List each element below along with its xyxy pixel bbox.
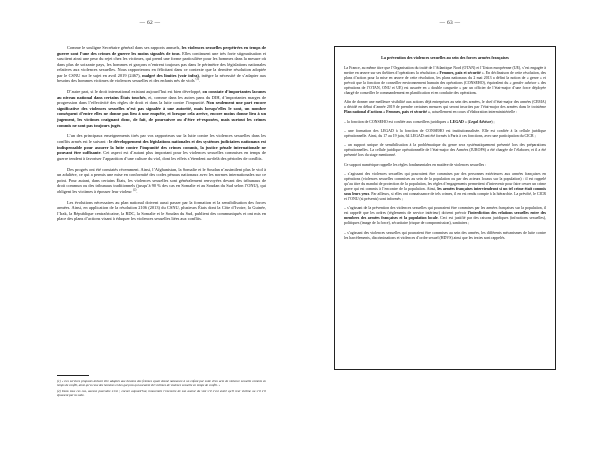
- box-paragraph: – s’agissant des violences sexuelles qui pourraient être commises au sein des armées, les différents mécanismes de lutte contre les harcèlements, discriminations et violences d’ordre sexuel (HDVS) ainsi que les textes sont rappelés.: [344, 230, 546, 240]
- box-paragraph: La France, au même titre que l’Organisation du traité de l’Atlantique Nord (OTAN) et l’Union européenne (UE), s’est engagée à mettre en œuvre sur ses théâtres d’opérations la résolution « Femmes, paix et sécurité ». En déclinaison de cette résolution, des plans d’action pour la mise en œuvre de cette résolution, les plans nationaux du 2 mai 2013 a défini la notion de « genre » et prévoit que la fonction de conseiller environnement humain des opérations (CONSEHO), équivalent du « gender advisor » des opérations de l’OTAN, ONU et UE) est assurée en « double casquette » par un officier de l’état-major d’une force déployée chargé de conseiller le commandement en planification et en conduite des opérations.: [344, 65, 547, 95]
- box-paragraph: Ce support numérique rappelle les règles fondamentales en matière de violences sexuelles :: [344, 162, 487, 167]
- box-paragraph: – la fonction de CONSEHO est confiée aux conseillers juridiques « LEGAD » (Legal Advisor) ;: [344, 119, 495, 124]
- right-page: [300, 0, 600, 449]
- footnotes: [57, 379, 266, 398]
- footnote: (1) « Les services proposés doivent être adaptés aux besoins des femmes ayant donné naissance à un enfant par suite d’un acte de violence sexuelle commis en temps de conflit, ainsi qu’à ceux des hommes et des garçons qui auraient été victimes de violence sexuelle en temps de conflit. »: [57, 379, 266, 388]
- body-paragraph: D’autre part, si le droit international existant aujourd’hui est bien développé, on constate d’importantes lacunes au niveau national dans certains États touchés, et, comme dans les autres pans du DIH, d’importantes marges de progression dans l’effectivité des règles de droit et dans la lutte contre l’impunité. Non seulement une part encore significative des violences sexuelles n’est pas signalée à une autorité, mais lorsqu’elles le sont, un nombre conséquent d’entre elles ne donne pas lieu à une enquête, et lorsque cela arrive, encore moins donne lieu à un jugement, les victimes craignant donc, de fait, de poursuivre ou d’être ré-exposées, mais surtout les crimes commis ne sont pas toujours jugés.: [57, 89, 267, 128]
- right-page-number: — 63 —: [439, 20, 461, 26]
- footnote: (2) Dans tous ces cas, aucune poursuite n’est ; encore aujourd’hui, innocentée l’encontre de son auteur du viol s’il s’est avéré qu’il leur victime ou s’il s’il épousent par la suite.: [57, 388, 266, 397]
- box-paragraph: Afin de donner une meilleure visibilité aux actions déjà entreprises au sein des armées, le chef d’état-major des armées (CEMA) a décidé en début d’année 2019 de prendre certaines mesures qui seront inscrites par l’état-major des armées dans le troisième Plan national d’actions « Femmes, paix et sécurité », actuellement en cours d’élaboration interministérielle :: [344, 100, 546, 115]
- inset-box: [334, 46, 556, 370]
- left-body-text: [57, 45, 266, 222]
- box-paragraph: – une formation des LEGAD à la fonction de CONSEHO est institutionnalisée. Elle est confiée à la cellule juridique opérationnelle. Ainsi, du 17 au 19 juin, 64 LEGAD ont été formés à Paris à ces fonctions, avec une participation du CICR ;: [344, 129, 546, 138]
- box-paragraph: – un support unique de sensibilisation à la problématique du genre sera systématiquement présenté lors des préparations opérationnelles. La cellule juridique opérationnelle de l’état-major des Armées (JUROPS) a été chargée de l’élaborer, et il a été présenté lors du stage mentionné.: [344, 143, 546, 158]
- inset-box-title: La prévention des violences sexuelles au sein des forces armées françaises: [381, 55, 509, 60]
- box-paragraph: – s’agissant des violences sexuelles qui pourraient être commises par des personnes extérieures aux armées françaises en opérations (violences sexuelles commises au sein de la population ou par des acteurs locaux sur la population) : il est rappelé qu’au titre du mandat de protection de la population, les règles d’engagements permettent d’intervenir pour faire cesser un crime grave qui est commis à l’encontre de la population. Ainsi, les armées françaises interviendront si un tel crime était commis sous leurs yeux. Par ailleurs, si elles ont connaissance de tels crimes, il en est rendu compte à la hiérarchie. La prévôté, le CICR et l’ONU (si présents) sont informés ;: [344, 172, 546, 201]
- footnote-divider: [57, 375, 89, 376]
- body-paragraph: L’un des principaux enseignements tirés par vos rapporteurs sur la lutte contre les violences sexuelles dans les conflits armés est le suivant : le développement des législations nationales et des systèmes judiciaires nationaux est indispensable pour assurer la lutte contre l’impunité des crimes commis, la justice pénale internationale ne pouvant être suffisante. Cet aspect est d’autant plus important pour les violences sexuelles commises en temps de guerre tendent à favoriser l’apparition d’une culture du viol, dont les effets s’étendent au-delà des périodes de conflits.: [57, 133, 266, 161]
- left-page-number: — 62 —: [139, 20, 161, 26]
- body-paragraph: Comme le souligne Secrétaire général dans ses rapports annuels, les violences sexuelles perpétrées en temps de guerre sont l’une des crimes de guerre les moins signalés de tous. Elles continuent une très forte stigmatisation et suscitent ainsi une peur du rejet chez les victimes, qui prend une forme particulière pour les hommes dans la mesure où dans plus de soixante pays, les hommes et garçons n’entrent toujours pas dans le périmètre des législations nationales relatives aux violences sexuelles. Nous rapporterons en félicitant dans ce contexte que la dernière résolution adoptée par le CSNU sur le sujet en avril 2019 (2467), malgré des limites (voir infra), intègre la nécessité de s’adapter aux besoins des hommes victimes de violences sexuelles et des enfants nés de viols $^{(1)}$.: [57, 45, 266, 84]
- box-paragraph: – s’agissant de la prévention des violences sexuelles qui pourraient être commises par les armées françaises sur la population, il est rappelé que les ordres (règlements de service intérieur) doivent prévoir l’interdiction des relations sexuelles entre des membres des armées françaises et la population locale. Ceci est justifié par des raisons juridiques (infractions sexuelles), politiques (image de la force), sécuritaire (risque de compromission), sanitaires ;: [344, 206, 546, 226]
- inset-box-body: [344, 66, 546, 241]
- body-paragraph: Des progrès ont été constatés récemment. Ainsi, l’Afghanistan, la Somalie et le Soudan n’assimilent plus le viol à un adultère, ce qui a permis une mise en conformité des codes pénaux nationaux avec les normes internationales sur ce point. Pour autant, dans certains États, les violences sexuelles sont généralement renvoyées devant des tribunaux de droit commun ou des tribunaux traditionnels (jusqu’à 90 % des cas en Somalie et au Soudan du Sud selon l’ONU), qui obligent les victimes à épouser leur violeur $^{(2)}$.: [57, 166, 266, 194]
- body-paragraph: Les évolutions nécessaires au plan national doivent aussi passer par la formation et la sensibilisation des forces armées. Ainsi, en application de la résolution 2106 (2013) du CSNU, plusieurs États dont la Côte d’Ivoire, la Guinée, l’Irak, la République centrafricaine, la RDC, la Somalie et le Soudan du Sud, publient des communiqués et ont mis en place des plans d’actions visant à éduquer les violences sexuelles liées aux conflits.: [57, 199, 266, 222]
